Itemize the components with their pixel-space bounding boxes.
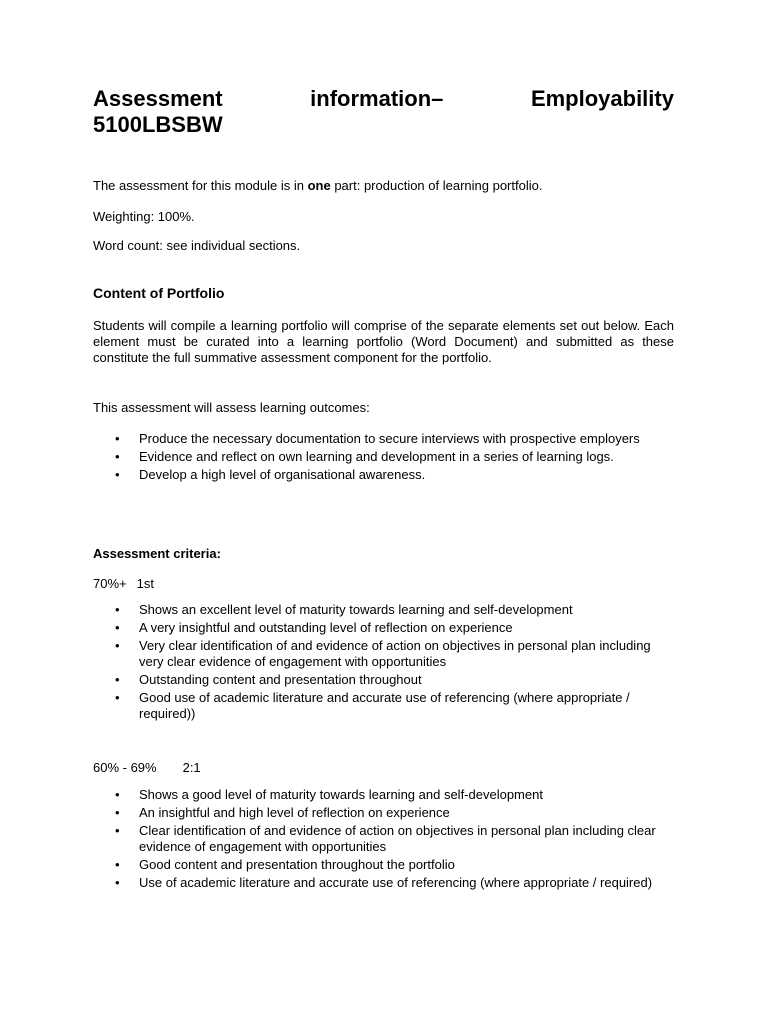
word-count-text: Word count: see individual sections. [93,238,301,253]
list-item [93,449,674,465]
module-code: 5100LBSBW [93,112,223,137]
outcomes-list [93,431,674,485]
list-item [93,602,674,618]
band-grade: 1st [136,576,154,591]
band-range: 70%+ [93,576,127,591]
list-item [93,690,674,722]
intro-parts [93,178,674,194]
criterion-text: An insightful and high level of reflection on experience [139,805,450,820]
band-1-label [93,576,674,592]
bullet-icon: • [115,875,120,890]
criterion-text: A very insightful and outstanding level of reflection on experience [139,620,513,635]
criterion-text: Outstanding content and presentation throughout [139,672,422,687]
bullet-icon: • [115,602,120,617]
list-item [93,805,674,821]
intro-text-end: part: production of learning portfolio. [330,178,543,193]
criterion-text: Good use of academic literature and accurate use of referencing (where appropriate / required)) [139,690,630,721]
criterion-text: Use of academic literature and accurate use of referencing (where appropriate / required) [139,875,653,890]
title-word-employability: Employability [530,86,674,111]
criterion-text: Very clear identification of and evidence of action on objectives in personal plan including very clear evidence of engagement with opportunities [139,638,651,669]
criteria-heading: Assessment criteria: [93,546,221,561]
band-2-label [93,760,674,776]
bullet-icon: • [115,672,120,687]
bullet-icon: • [115,690,120,705]
outcome-text: Produce the necessary documentation to secure interviews with prospective employers [139,431,640,446]
list-item [93,467,674,483]
list-item [93,787,674,803]
criterion-text: Clear identification of and evidence of action on objectives in personal plan including clear evidence of engagement with opportunities [139,823,656,854]
bullet-icon: • [115,805,120,820]
weighting-text: Weighting: 100%. [93,209,195,224]
intro-text-start: The assessment for this module is in [93,178,308,193]
outcome-text: Develop a high level of organisational awareness. [139,467,426,482]
list-item [93,431,674,447]
criterion-text: Shows a good level of maturity towards learning and self-development [139,787,543,802]
list-item [93,857,674,873]
band-grade: 2:1 [182,760,201,775]
title-word-information: information– [310,86,444,111]
intro-text-bold: one [307,178,331,193]
band-2-list [93,787,674,893]
bullet-icon: • [115,787,120,802]
list-item [93,875,674,891]
outcomes-intro: This assessment will assess learning outcomes: [93,400,370,415]
bullet-icon: • [115,620,120,635]
list-item [93,823,674,855]
band-range: 60% - 69% [93,760,157,775]
bullet-icon: • [115,638,120,653]
bullet-icon: • [115,857,120,872]
title-word-assessment: Assessment [93,86,223,111]
bullet-icon: • [115,449,120,464]
page-title [93,86,674,138]
content-heading: Content of Portfolio [93,285,225,301]
list-item [93,672,674,688]
list-item [93,638,674,670]
title-line [93,86,674,112]
criterion-text: Shows an excellent level of maturity towards learning and self-development [139,602,573,617]
content-paragraph: Students will compile a learning portfolio will comprise of the separate elements set out below. Each element must be curated into a learning portfolio (Word Document) and submitted as these constitute the full summative assessment component for the portfolio. [93,318,674,365]
criterion-text: Good content and presentation throughout the portfolio [139,857,455,872]
list-item [93,620,674,636]
bullet-icon: • [115,431,120,446]
outcome-text: Evidence and reflect on own learning and development in a series of learning logs. [139,449,614,464]
bullet-icon: • [115,467,120,482]
band-1-list [93,602,674,724]
bullet-icon: • [115,823,120,838]
document-page [93,86,674,890]
